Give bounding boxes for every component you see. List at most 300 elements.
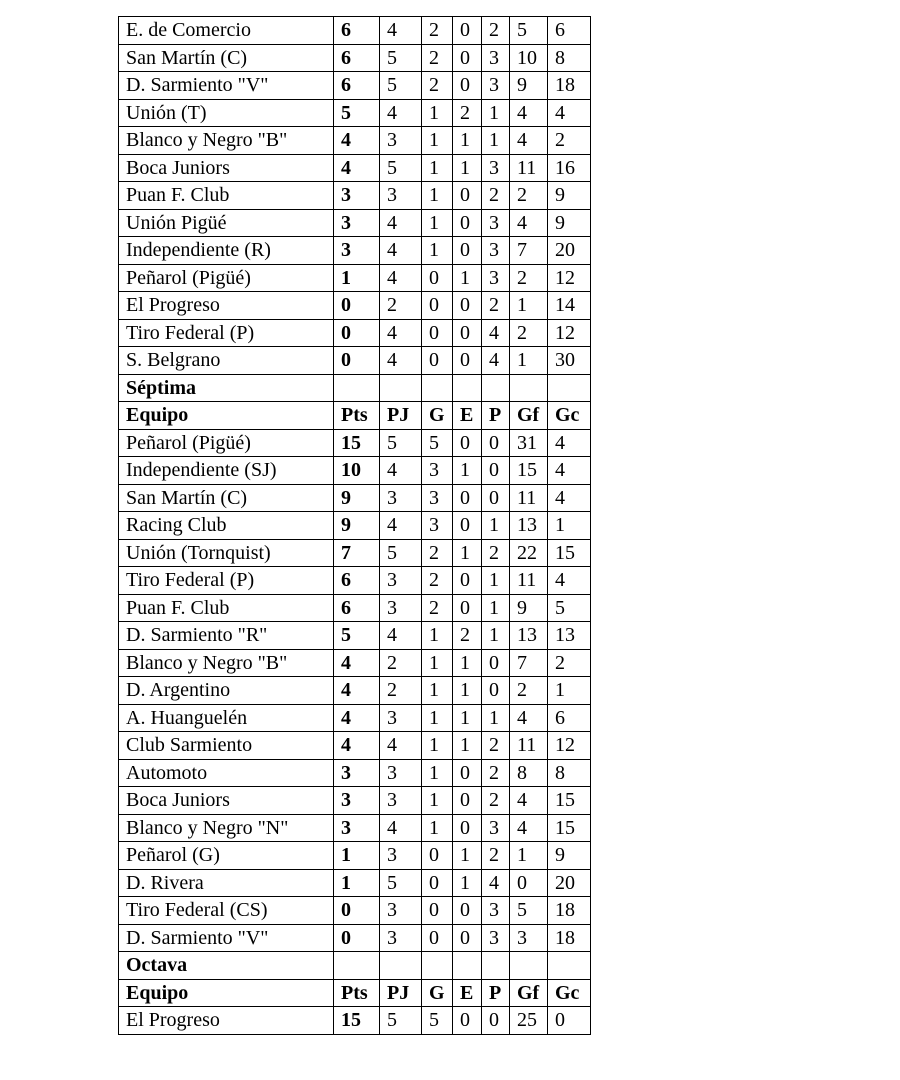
won-cell: 1 [422,759,453,787]
empty-cell [380,952,422,980]
lost-cell: 3 [482,264,510,292]
won-cell: 5 [422,1007,453,1035]
goals-for-cell: 2 [510,182,548,210]
lost-cell: 3 [482,237,510,265]
lost-cell: 3 [482,72,510,100]
played-cell: 2 [380,649,422,677]
goals-for-cell: 4 [510,99,548,127]
lost-cell: 4 [482,869,510,897]
team-cell: Peñarol (Pigüé) [119,264,334,292]
table-row [119,209,591,237]
won-cell: 3 [422,457,453,485]
empty-cell [334,952,380,980]
played-cell: 3 [380,484,422,512]
table-row [119,869,591,897]
won-cell: 1 [422,99,453,127]
table-row [119,347,591,375]
won-cell: 0 [422,292,453,320]
lost-cell: 0 [482,429,510,457]
table-row [119,567,591,595]
lost-cell: 2 [482,759,510,787]
points-cell: 6 [334,44,380,72]
won-cell: 0 [422,319,453,347]
drawn-cell: 1 [453,539,482,567]
goals-for-cell: 4 [510,209,548,237]
table-row [119,154,591,182]
goals-against-cell: 12 [548,319,591,347]
points-cell: 6 [334,594,380,622]
points-cell: 3 [334,182,380,210]
lost-cell: 1 [482,622,510,650]
team-cell: Independiente (SJ) [119,457,334,485]
points-cell: 5 [334,99,380,127]
table-row [119,182,591,210]
team-cell: Unión (Tornquist) [119,539,334,567]
goals-for-cell: 5 [510,17,548,45]
played-cell: 4 [380,347,422,375]
lost-cell: 1 [482,704,510,732]
team-cell: Peñarol (G) [119,842,334,870]
drawn-cell: 1 [453,649,482,677]
table-row [119,17,591,45]
empty-cell [453,952,482,980]
goals-against-cell: 9 [548,842,591,870]
points-cell: 3 [334,209,380,237]
won-cell: 1 [422,732,453,760]
empty-cell [422,374,453,402]
drawn-cell: 1 [453,677,482,705]
won-cell: 1 [422,704,453,732]
drawn-cell: 1 [453,457,482,485]
goals-against-cell: 2 [548,127,591,155]
empty-cell [548,952,591,980]
lost-cell: 3 [482,924,510,952]
drawn-cell: 0 [453,17,482,45]
won-cell: 2 [422,539,453,567]
points-cell: 0 [334,924,380,952]
empty-cell [510,374,548,402]
played-cell: 4 [380,209,422,237]
lost-cell: 2 [482,182,510,210]
lost-cell: 2 [482,292,510,320]
team-cell: Puan F. Club [119,182,334,210]
team-cell: El Progreso [119,1007,334,1035]
team-cell: D. Sarmiento "R" [119,622,334,650]
won-cell: 1 [422,154,453,182]
won-cell: 1 [422,814,453,842]
table-row [119,429,591,457]
table-row [119,457,591,485]
empty-cell [482,952,510,980]
played-cell: 3 [380,897,422,925]
goals-against-cell: 8 [548,759,591,787]
won-cell: 1 [422,182,453,210]
table-row [119,594,591,622]
goals-for-cell: 3 [510,924,548,952]
drawn-cell: 0 [453,787,482,815]
table-row [119,44,591,72]
won-cell: G [422,979,453,1007]
played-cell: 4 [380,99,422,127]
goals-for-cell: 11 [510,154,548,182]
won-cell: 1 [422,127,453,155]
points-cell: 7 [334,539,380,567]
played-cell: 5 [380,1007,422,1035]
won-cell: G [422,402,453,430]
drawn-cell: 0 [453,347,482,375]
table-row [119,237,591,265]
played-cell: 3 [380,127,422,155]
drawn-cell: 0 [453,897,482,925]
drawn-cell: 0 [453,512,482,540]
drawn-cell: 1 [453,842,482,870]
goals-against-cell: 4 [548,457,591,485]
points-cell: 4 [334,704,380,732]
drawn-cell: 0 [453,44,482,72]
team-cell: Blanco y Negro "N" [119,814,334,842]
goals-for-cell: 2 [510,319,548,347]
points-cell: 4 [334,732,380,760]
team-cell: D. Argentino [119,677,334,705]
table-row [119,759,591,787]
goals-for-cell: 5 [510,897,548,925]
goals-against-cell: 9 [548,209,591,237]
lost-cell: 0 [482,677,510,705]
points-cell: 1 [334,869,380,897]
team-cell: Independiente (R) [119,237,334,265]
table-row [119,292,591,320]
team-cell: San Martín (C) [119,44,334,72]
played-cell: 2 [380,677,422,705]
goals-against-cell: 12 [548,264,591,292]
drawn-cell: E [453,979,482,1007]
points-cell: 15 [334,429,380,457]
played-cell: 4 [380,264,422,292]
played-cell: 3 [380,704,422,732]
won-cell: 2 [422,594,453,622]
drawn-cell: 0 [453,484,482,512]
points-cell: 4 [334,154,380,182]
goals-for-cell: 0 [510,869,548,897]
goals-against-cell: Gc [548,402,591,430]
goals-against-cell: 4 [548,567,591,595]
won-cell: 3 [422,512,453,540]
played-cell: 4 [380,512,422,540]
goals-against-cell: 4 [548,484,591,512]
won-cell: 0 [422,842,453,870]
won-cell: 2 [422,567,453,595]
points-cell: 1 [334,264,380,292]
table-row [119,99,591,127]
goals-for-cell: 22 [510,539,548,567]
team-cell: D. Sarmiento "V" [119,72,334,100]
goals-against-cell: 4 [548,429,591,457]
points-cell: 3 [334,787,380,815]
played-cell: PJ [380,979,422,1007]
team-cell: El Progreso [119,292,334,320]
goals-against-cell: 18 [548,924,591,952]
table-row [119,539,591,567]
team-cell: Puan F. Club [119,594,334,622]
won-cell: 2 [422,17,453,45]
drawn-cell: 0 [453,319,482,347]
won-cell: 2 [422,72,453,100]
team-cell: Equipo [119,402,334,430]
points-cell: 4 [334,127,380,155]
table-row [119,787,591,815]
drawn-cell: 0 [453,1007,482,1035]
table-row [119,319,591,347]
points-cell: 6 [334,567,380,595]
team-cell: A. Huanguelén [119,704,334,732]
goals-for-cell: Gf [510,402,548,430]
lost-cell: P [482,979,510,1007]
played-cell: 5 [380,869,422,897]
goals-for-cell: 4 [510,787,548,815]
lost-cell: 2 [482,732,510,760]
drawn-cell: 1 [453,264,482,292]
team-cell: Blanco y Negro "B" [119,127,334,155]
played-cell: 5 [380,429,422,457]
empty-cell [482,374,510,402]
drawn-cell: 0 [453,429,482,457]
played-cell: PJ [380,402,422,430]
goals-against-cell: 18 [548,72,591,100]
lost-cell: 1 [482,512,510,540]
drawn-cell: 0 [453,924,482,952]
lost-cell: 4 [482,347,510,375]
table-row [119,897,591,925]
lost-cell: 3 [482,44,510,72]
goals-against-cell: 4 [548,99,591,127]
played-cell: 3 [380,842,422,870]
goals-against-cell: 15 [548,539,591,567]
goals-for-cell: 15 [510,457,548,485]
table-row [119,127,591,155]
team-cell: S. Belgrano [119,347,334,375]
played-cell: 3 [380,924,422,952]
team-cell: Equipo [119,979,334,1007]
played-cell: 5 [380,154,422,182]
goals-against-cell: 5 [548,594,591,622]
won-cell: 0 [422,924,453,952]
played-cell: 4 [380,814,422,842]
points-cell: 6 [334,17,380,45]
lost-cell: 1 [482,567,510,595]
lost-cell: 2 [482,539,510,567]
team-cell: D. Rivera [119,869,334,897]
won-cell: 1 [422,622,453,650]
lost-cell: 1 [482,127,510,155]
team-cell: Boca Juniors [119,154,334,182]
points-cell: 0 [334,292,380,320]
points-cell: 0 [334,347,380,375]
drawn-cell: E [453,402,482,430]
played-cell: 3 [380,594,422,622]
column-header-row [119,979,591,1007]
goals-against-cell: 1 [548,512,591,540]
drawn-cell: 0 [453,814,482,842]
goals-for-cell: 7 [510,649,548,677]
drawn-cell: 0 [453,594,482,622]
drawn-cell: 1 [453,704,482,732]
points-cell: 1 [334,842,380,870]
won-cell: 0 [422,264,453,292]
points-cell: 9 [334,512,380,540]
team-cell: D. Sarmiento "V" [119,924,334,952]
table-row [119,264,591,292]
played-cell: 2 [380,292,422,320]
drawn-cell: 1 [453,127,482,155]
played-cell: 4 [380,237,422,265]
team-cell: Club Sarmiento [119,732,334,760]
lost-cell: 0 [482,649,510,677]
table-row [119,484,591,512]
points-cell: 3 [334,814,380,842]
lost-cell: 3 [482,209,510,237]
team-cell: San Martín (C) [119,484,334,512]
table-row [119,649,591,677]
empty-cell [548,374,591,402]
team-cell: Tiro Federal (CS) [119,897,334,925]
played-cell: 4 [380,622,422,650]
drawn-cell: 0 [453,72,482,100]
team-cell: Racing Club [119,512,334,540]
empty-cell [380,374,422,402]
goals-against-cell: 30 [548,347,591,375]
played-cell: 4 [380,17,422,45]
drawn-cell: 2 [453,622,482,650]
lost-cell: 0 [482,457,510,485]
team-cell: Peñarol (Pigüé) [119,429,334,457]
team-cell: Tiro Federal (P) [119,319,334,347]
goals-against-cell: 9 [548,182,591,210]
section-title: Séptima [119,374,334,402]
points-cell: 10 [334,457,380,485]
goals-for-cell: 11 [510,567,548,595]
team-cell: Automoto [119,759,334,787]
table-row [119,924,591,952]
lost-cell: 0 [482,1007,510,1035]
goals-for-cell: 2 [510,677,548,705]
goals-for-cell: 4 [510,704,548,732]
goals-for-cell: 2 [510,264,548,292]
goals-against-cell: 15 [548,814,591,842]
goals-for-cell: 11 [510,484,548,512]
goals-against-cell: 12 [548,732,591,760]
drawn-cell: 0 [453,237,482,265]
goals-against-cell: 15 [548,787,591,815]
goals-against-cell: 13 [548,622,591,650]
goals-for-cell: 1 [510,347,548,375]
goals-against-cell: 14 [548,292,591,320]
goals-against-cell: 16 [548,154,591,182]
won-cell: 0 [422,897,453,925]
goals-for-cell: 11 [510,732,548,760]
lost-cell: 2 [482,842,510,870]
played-cell: 4 [380,732,422,760]
goals-for-cell: 31 [510,429,548,457]
points-cell: 0 [334,897,380,925]
played-cell: 3 [380,787,422,815]
goals-against-cell: 6 [548,704,591,732]
won-cell: 1 [422,787,453,815]
table-row [119,512,591,540]
goals-for-cell: 7 [510,237,548,265]
lost-cell: 2 [482,787,510,815]
points-cell: 4 [334,677,380,705]
points-cell: 3 [334,237,380,265]
played-cell: 5 [380,72,422,100]
lost-cell: 3 [482,897,510,925]
played-cell: 3 [380,182,422,210]
played-cell: 5 [380,539,422,567]
won-cell: 0 [422,869,453,897]
section-title-row-septima [119,374,591,402]
points-cell: 0 [334,319,380,347]
goals-against-cell: Gc [548,979,591,1007]
goals-for-cell: 25 [510,1007,548,1035]
won-cell: 1 [422,237,453,265]
lost-cell: 4 [482,319,510,347]
won-cell: 3 [422,484,453,512]
points-cell: 15 [334,1007,380,1035]
goals-against-cell: 18 [548,897,591,925]
drawn-cell: 1 [453,732,482,760]
drawn-cell: 0 [453,209,482,237]
played-cell: 4 [380,319,422,347]
drawn-cell: 0 [453,292,482,320]
drawn-cell: 1 [453,154,482,182]
team-cell: Tiro Federal (P) [119,567,334,595]
goals-against-cell: 1 [548,677,591,705]
team-cell: Blanco y Negro "B" [119,649,334,677]
table-row [119,677,591,705]
won-cell: 0 [422,347,453,375]
played-cell: 4 [380,457,422,485]
played-cell: 3 [380,567,422,595]
won-cell: 1 [422,649,453,677]
played-cell: 5 [380,44,422,72]
goals-for-cell: 9 [510,72,548,100]
goals-against-cell: 20 [548,237,591,265]
goals-for-cell: 13 [510,622,548,650]
points-cell: 5 [334,622,380,650]
goals-for-cell: 10 [510,44,548,72]
lost-cell: 0 [482,484,510,512]
lost-cell: 3 [482,154,510,182]
points-cell: 6 [334,72,380,100]
section-title-row-octava [119,952,591,980]
goals-against-cell: 20 [548,869,591,897]
empty-cell [422,952,453,980]
table-row [119,704,591,732]
goals-for-cell: 1 [510,292,548,320]
standings-table [118,16,591,1035]
drawn-cell: 0 [453,182,482,210]
drawn-cell: 0 [453,759,482,787]
table-row [119,72,591,100]
points-cell: Pts [334,979,380,1007]
goals-against-cell: 2 [548,649,591,677]
won-cell: 5 [422,429,453,457]
standings-table-body [119,17,591,1035]
lost-cell: 3 [482,814,510,842]
team-cell: Boca Juniors [119,787,334,815]
goals-for-cell: 8 [510,759,548,787]
goals-for-cell: 4 [510,127,548,155]
won-cell: 1 [422,209,453,237]
